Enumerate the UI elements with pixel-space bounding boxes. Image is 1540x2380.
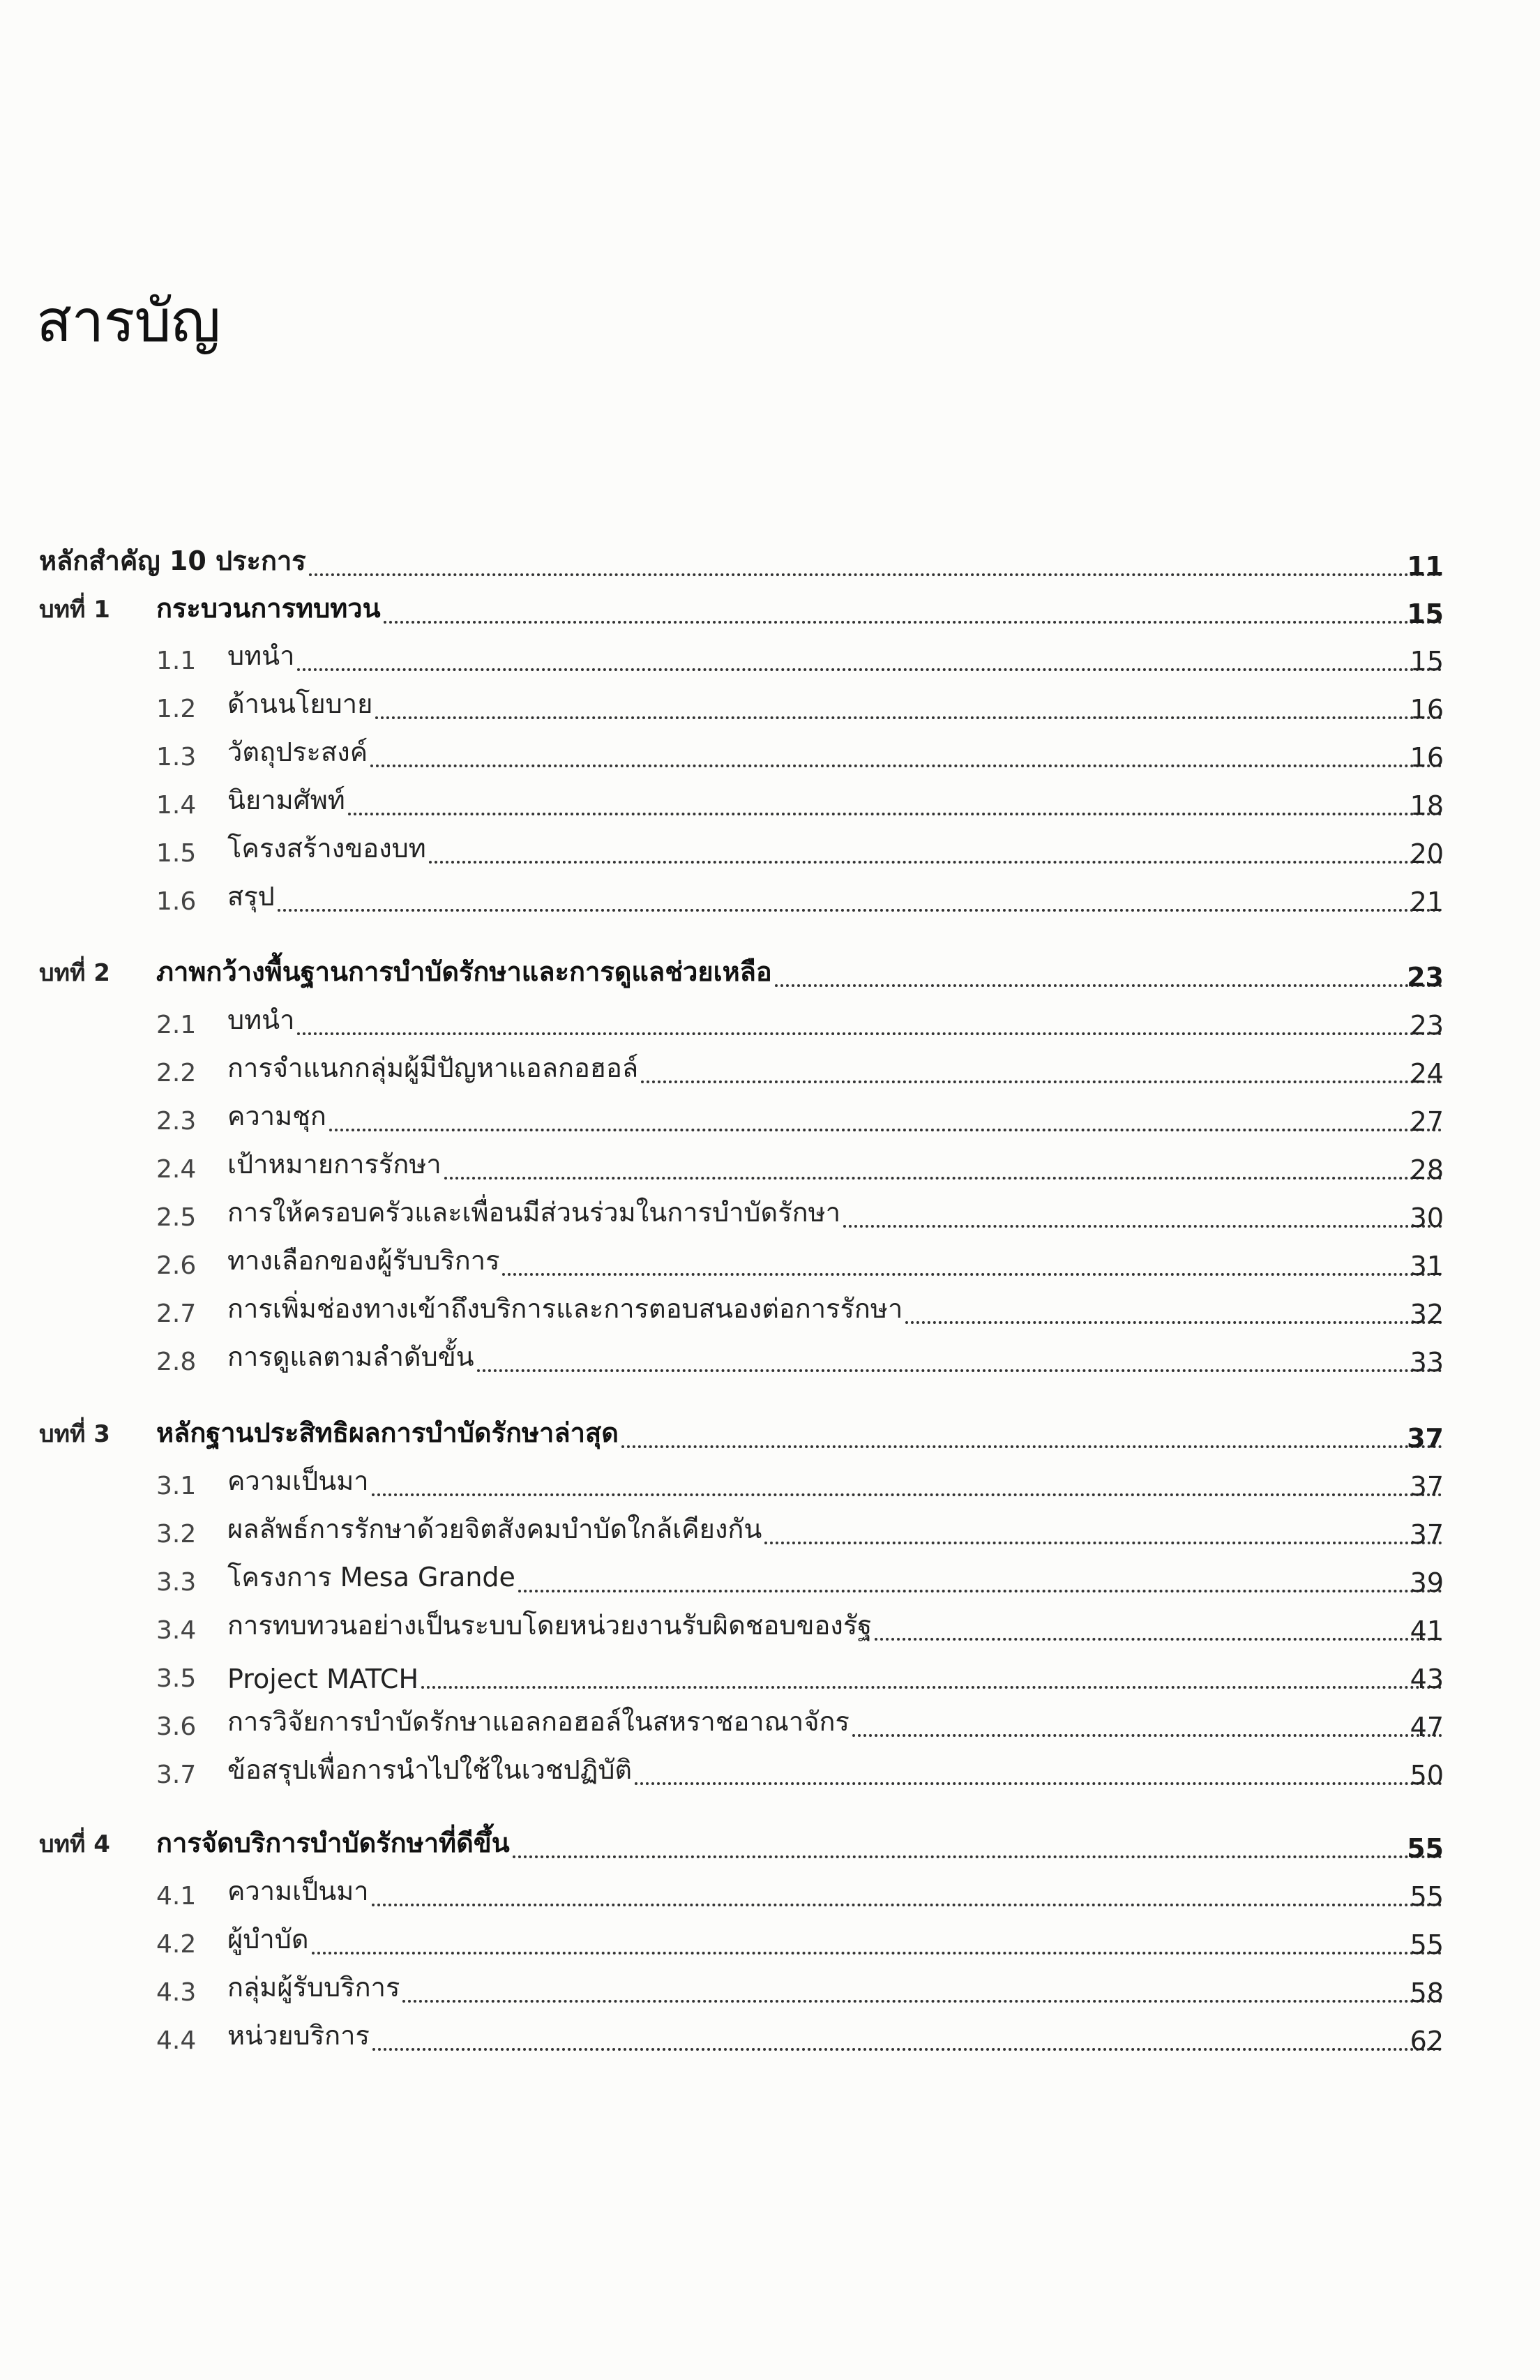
toc-page-number: 50 <box>1410 1760 1444 1791</box>
dot-leader <box>621 1445 1442 1448</box>
section-number: 4.4 <box>156 2026 197 2055</box>
section-number: 4.2 <box>156 1930 197 1959</box>
toc-page-number: 21 <box>1410 887 1444 917</box>
toc-page-number: 16 <box>1410 694 1444 725</box>
section-number: 3.6 <box>156 1712 197 1741</box>
toc-page-number: 37 <box>1410 1471 1444 1502</box>
section-number: 3.5 <box>156 1664 197 1693</box>
section-title: Project MATCH <box>227 1664 419 1694</box>
section-number: 1.6 <box>156 887 197 916</box>
section-title: เป้าหมายการรักษา <box>227 1149 441 1180</box>
toc-page-number: 27 <box>1410 1106 1444 1137</box>
page-title: สารบัญ <box>36 287 220 355</box>
dot-leader <box>843 1225 1442 1228</box>
section-title: การทบทวนอย่างเป็นระบบโดยหน่วยงานรับผิดชอบของรัฐ <box>227 1610 873 1641</box>
dot-leader <box>502 1273 1442 1276</box>
chapter-title: การจัดบริการบำบัดรักษาที่ดีขึ้น <box>156 1828 510 1858</box>
toc-chapter-entry <box>0 956 1540 995</box>
section-title: หน่วยบริการ <box>227 2020 370 2051</box>
toc-page-number: 39 <box>1410 1567 1444 1598</box>
toc-section-entry <box>0 1562 1540 1601</box>
toc-section-entry <box>0 1055 1540 1092</box>
toc-page-number: 43 <box>1410 1664 1444 1694</box>
chapter-label: บทที่ 1 <box>39 596 110 624</box>
toc-page-number: 15 <box>1410 646 1444 677</box>
toc-page-number: 23 <box>1410 1010 1444 1041</box>
toc-section-entry <box>0 739 1540 776</box>
toc-chapter-entry <box>0 593 1540 632</box>
dot-leader <box>641 1080 1442 1083</box>
section-title: ความเป็นมา <box>227 1876 369 1906</box>
toc-page-number: 18 <box>1410 790 1444 821</box>
section-number: 3.2 <box>156 1520 197 1549</box>
toc-page-number: 62 <box>1410 2026 1444 2056</box>
toc-section-entry <box>0 640 1540 679</box>
chapter-label: บทที่ 3 <box>39 1420 110 1448</box>
toc-page-number: 31 <box>1410 1251 1444 1281</box>
toc-section-entry <box>0 1004 1540 1044</box>
chapter-title: ภาพกว้างพื้นฐานการบำบัดรักษาและการดูแลช่วยเหลือ <box>156 956 772 987</box>
toc-section-entry <box>0 1149 1540 1188</box>
section-title: โครงการ Mesa Grande <box>227 1562 515 1592</box>
section-number: 2.4 <box>156 1155 197 1184</box>
toc-section-entry <box>0 1101 1540 1140</box>
dot-leader <box>635 1782 1442 1785</box>
section-title: นิยามศัพท์ <box>227 785 345 815</box>
toc-section-entry <box>0 881 1540 920</box>
dot-leader <box>312 1952 1442 1955</box>
toc-page-number: 16 <box>1410 742 1444 773</box>
section-title: ทางเลือกของผู้รับบริการ <box>227 1245 500 1276</box>
toc-page-number: 33 <box>1410 1347 1444 1378</box>
section-title: ข้อสรุปเพื่อการนำไปใช้ในเวชปฏิบัติ <box>227 1754 633 1785</box>
toc-page-number: 37 <box>1410 1519 1444 1550</box>
section-number: 1.5 <box>156 839 197 868</box>
section-number: 2.7 <box>156 1300 197 1328</box>
toc-entry-title: หลักสำคัญ 10 ประการ <box>39 545 306 576</box>
toc-page-number: 24 <box>1410 1058 1444 1089</box>
section-number: 4.1 <box>156 1882 197 1911</box>
toc-page-number: 11 <box>1407 551 1444 582</box>
section-title: ความเป็นมา <box>227 1466 369 1496</box>
dot-leader <box>875 1638 1442 1641</box>
toc-section-entry <box>0 688 1540 728</box>
section-number: 2.2 <box>156 1059 197 1087</box>
toc-section-entry <box>0 1706 1540 1745</box>
section-title: สรุป <box>227 881 275 912</box>
toc-page-number: 37 <box>1407 1423 1444 1454</box>
toc-section-entry <box>0 1293 1540 1332</box>
chapter-label: บทที่ 4 <box>39 1830 110 1858</box>
dot-leader <box>278 909 1442 912</box>
section-title: การเพิ่มช่องทางเข้าถึงบริการและการตอบสนองต่อการรักษา <box>227 1293 903 1324</box>
dot-leader <box>477 1369 1442 1372</box>
dot-leader <box>372 2048 1442 2051</box>
dot-leader <box>375 716 1442 719</box>
dot-leader <box>518 1590 1442 1592</box>
section-title: การวิจัยการบำบัดรักษาแอลกอฮอล์ในสหราชอาณาจักร <box>227 1706 850 1737</box>
dot-leader <box>905 1321 1442 1324</box>
section-title: บทนำ <box>227 640 295 671</box>
toc-page-number: 15 <box>1407 598 1444 629</box>
dot-leader <box>309 573 1442 576</box>
dot-leader <box>444 1177 1442 1180</box>
toc-page-number: 28 <box>1410 1154 1444 1185</box>
toc-section-entry <box>0 1341 1540 1380</box>
chapter-title: หลักฐานประสิทธิผลการบำบัดรักษาล่าสุด <box>156 1417 619 1448</box>
dot-leader <box>297 1032 1442 1035</box>
section-number: 3.7 <box>156 1761 197 1789</box>
section-number: 4.3 <box>156 1978 197 2007</box>
toc-section-entry <box>0 1516 1540 1553</box>
toc-section-entry <box>0 1468 1540 1505</box>
toc-section-entry <box>0 1661 1540 1697</box>
toc-page-number: 47 <box>1410 1712 1444 1742</box>
dot-leader <box>370 765 1442 767</box>
section-title: บทนำ <box>227 1004 295 1035</box>
section-title: ด้านนโยบาย <box>227 688 373 719</box>
section-number: 3.1 <box>156 1472 197 1500</box>
toc-chapter-entry <box>0 1830 1540 1867</box>
section-number: 1.4 <box>156 791 197 820</box>
dot-leader <box>297 668 1442 671</box>
toc-page-number: 20 <box>1410 838 1444 869</box>
toc-page-number: 55 <box>1410 1881 1444 1912</box>
toc-section-entry <box>0 833 1540 872</box>
section-title: กลุ่มผู้รับบริการ <box>227 1972 400 2003</box>
dot-leader <box>372 1493 1442 1496</box>
section-number: 3.4 <box>156 1616 197 1645</box>
section-title: การให้ครอบครัวและเพื่อนมีส่วนร่วมในการบำบัดรักษา <box>227 1197 841 1228</box>
dot-leader <box>402 2000 1442 2003</box>
section-number: 2.8 <box>156 1348 197 1376</box>
dot-leader <box>348 813 1442 815</box>
section-title: การจำแนกกลุ่มผู้มีปัญหาแอลกอฮอล์ <box>227 1053 639 1083</box>
chapter-label: บทที่ 2 <box>39 959 110 987</box>
dot-leader <box>852 1734 1442 1737</box>
dot-leader <box>764 1542 1442 1544</box>
toc-page-number: 32 <box>1410 1299 1444 1330</box>
section-number: 2.3 <box>156 1107 197 1136</box>
dot-leader <box>329 1129 1442 1131</box>
section-number: 1.1 <box>156 647 197 675</box>
section-title: ผู้บำบัด <box>227 1924 309 1955</box>
section-number: 1.2 <box>156 695 197 723</box>
section-title: โครงสร้างของบท <box>227 833 426 864</box>
section-title: ผลลัพธ์การรักษาด้วยจิตสังคมบำบัดใกล้เคียงกัน <box>227 1514 762 1544</box>
toc-page-number: 30 <box>1410 1203 1444 1233</box>
toc-chapter-entry <box>0 1417 1540 1456</box>
toc-page-number: 55 <box>1410 1929 1444 1960</box>
dot-leader <box>421 1686 1442 1689</box>
toc-page-number: 55 <box>1407 1833 1444 1864</box>
toc-section-entry <box>0 1754 1540 1793</box>
toc-section-entry <box>0 1924 1540 1963</box>
toc-page-number: 41 <box>1410 1615 1444 1646</box>
chapter-title: กระบวนการทบทวน <box>156 593 381 624</box>
dot-leader <box>384 621 1442 624</box>
section-number: 2.1 <box>156 1011 197 1039</box>
section-number: 2.6 <box>156 1251 197 1280</box>
toc-page-number: 58 <box>1410 1978 1444 2008</box>
toc-section-entry <box>0 785 1540 824</box>
toc-section-entry <box>0 1610 1540 1649</box>
section-number: 2.5 <box>156 1203 197 1232</box>
section-number: 3.3 <box>156 1568 197 1597</box>
section-title: การดูแลตามลำดับขั้น <box>227 1341 474 1372</box>
dot-leader <box>372 1904 1442 1906</box>
section-title: ความชุก <box>227 1101 326 1131</box>
section-title: วัตถุประสงค์ <box>227 737 368 767</box>
toc-section-entry <box>0 1972 1540 2011</box>
toc-intro-entry <box>0 545 1540 585</box>
toc-section-entry <box>0 2020 1540 2059</box>
toc-section-entry <box>0 1878 1540 1915</box>
dot-leader <box>429 861 1442 864</box>
toc-section-entry <box>0 1197 1540 1236</box>
toc-section-entry <box>0 1245 1540 1284</box>
dot-leader <box>775 984 1442 987</box>
toc-page-number: 23 <box>1407 962 1444 993</box>
dot-leader <box>513 1855 1442 1858</box>
section-number: 1.3 <box>156 743 197 771</box>
